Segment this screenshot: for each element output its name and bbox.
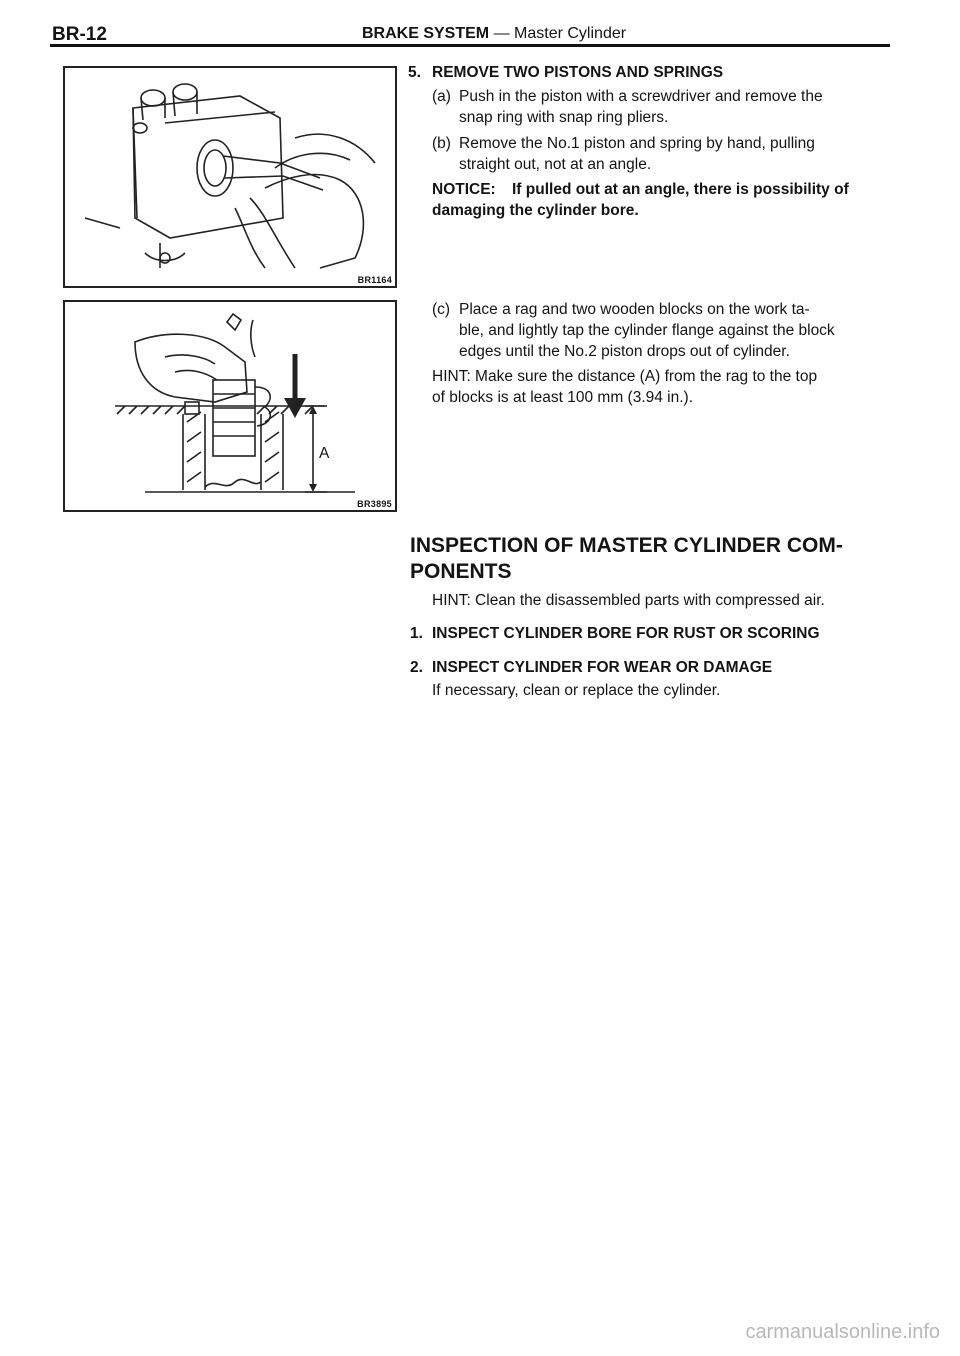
subsection-name: Master Cylinder xyxy=(514,25,627,42)
page-number: BR-12 xyxy=(52,24,107,45)
item-number: 1. xyxy=(410,625,423,642)
hint-text: HINT: Make sure the distance (A) from the rag to the top xyxy=(432,368,818,385)
figure-code: BR3895 xyxy=(357,499,392,509)
section-heading: PONENTS xyxy=(410,560,512,583)
figure-snap-ring-removal xyxy=(63,66,397,288)
watermark: carmanualsonline.info xyxy=(745,1321,940,1343)
substep-a-label: (a) xyxy=(432,88,451,105)
piston-tap-illustration xyxy=(65,302,395,510)
substep-a-text: Push in the piston with a screwdriver and remove the xyxy=(459,88,823,105)
section-title xyxy=(362,25,626,43)
title-separator: — xyxy=(493,25,510,42)
step-number: 5. xyxy=(408,64,421,81)
substep-c-text: edges until the No.2 piston drops out of cylinder. xyxy=(459,343,790,360)
notice-text: damaging the cylinder bore. xyxy=(432,202,639,219)
dimension-a-label: A xyxy=(319,445,330,462)
figure-code: BR1164 xyxy=(357,275,392,285)
substep-b-text: straight out, not at an angle. xyxy=(459,156,652,173)
inspection-item: INSPECT CYLINDER BORE FOR RUST OR SCORING xyxy=(432,625,820,642)
page-header xyxy=(50,24,890,47)
substep-c-label: (c) xyxy=(432,301,451,318)
substep-c-text: Place a rag and two wooden blocks on the work ta- xyxy=(459,301,810,318)
section-heading: INSPECTION OF MASTER CYLINDER COM- xyxy=(410,534,843,557)
snap-ring-illustration xyxy=(65,68,395,286)
figure-piston-tap xyxy=(63,300,397,512)
step-title: REMOVE TWO PISTONS AND SPRINGS xyxy=(432,64,724,81)
inspection-item: INSPECT CYLINDER FOR WEAR OR DAMAGE xyxy=(432,659,773,676)
notice-label: NOTICE: xyxy=(432,181,496,198)
notice-text: If pulled out at an angle, there is possibility of xyxy=(512,181,849,198)
inspection-detail: If necessary, clean or replace the cylinder. xyxy=(432,682,721,699)
item-number: 2. xyxy=(410,659,423,676)
substep-a-text: snap ring with snap ring pliers. xyxy=(459,109,669,126)
hint-text: of blocks is at least 100 mm (3.94 in.). xyxy=(432,389,694,406)
substep-b-label: (b) xyxy=(432,135,451,152)
inspection-hint: HINT: Clean the disassembled parts with compressed air. xyxy=(432,592,825,609)
substep-b-text: Remove the No.1 piston and spring by hand, pulling xyxy=(459,135,815,152)
substep-c-text: ble, and lightly tap the cylinder flange against the block xyxy=(459,322,835,339)
section-name: BRAKE SYSTEM xyxy=(362,25,490,42)
